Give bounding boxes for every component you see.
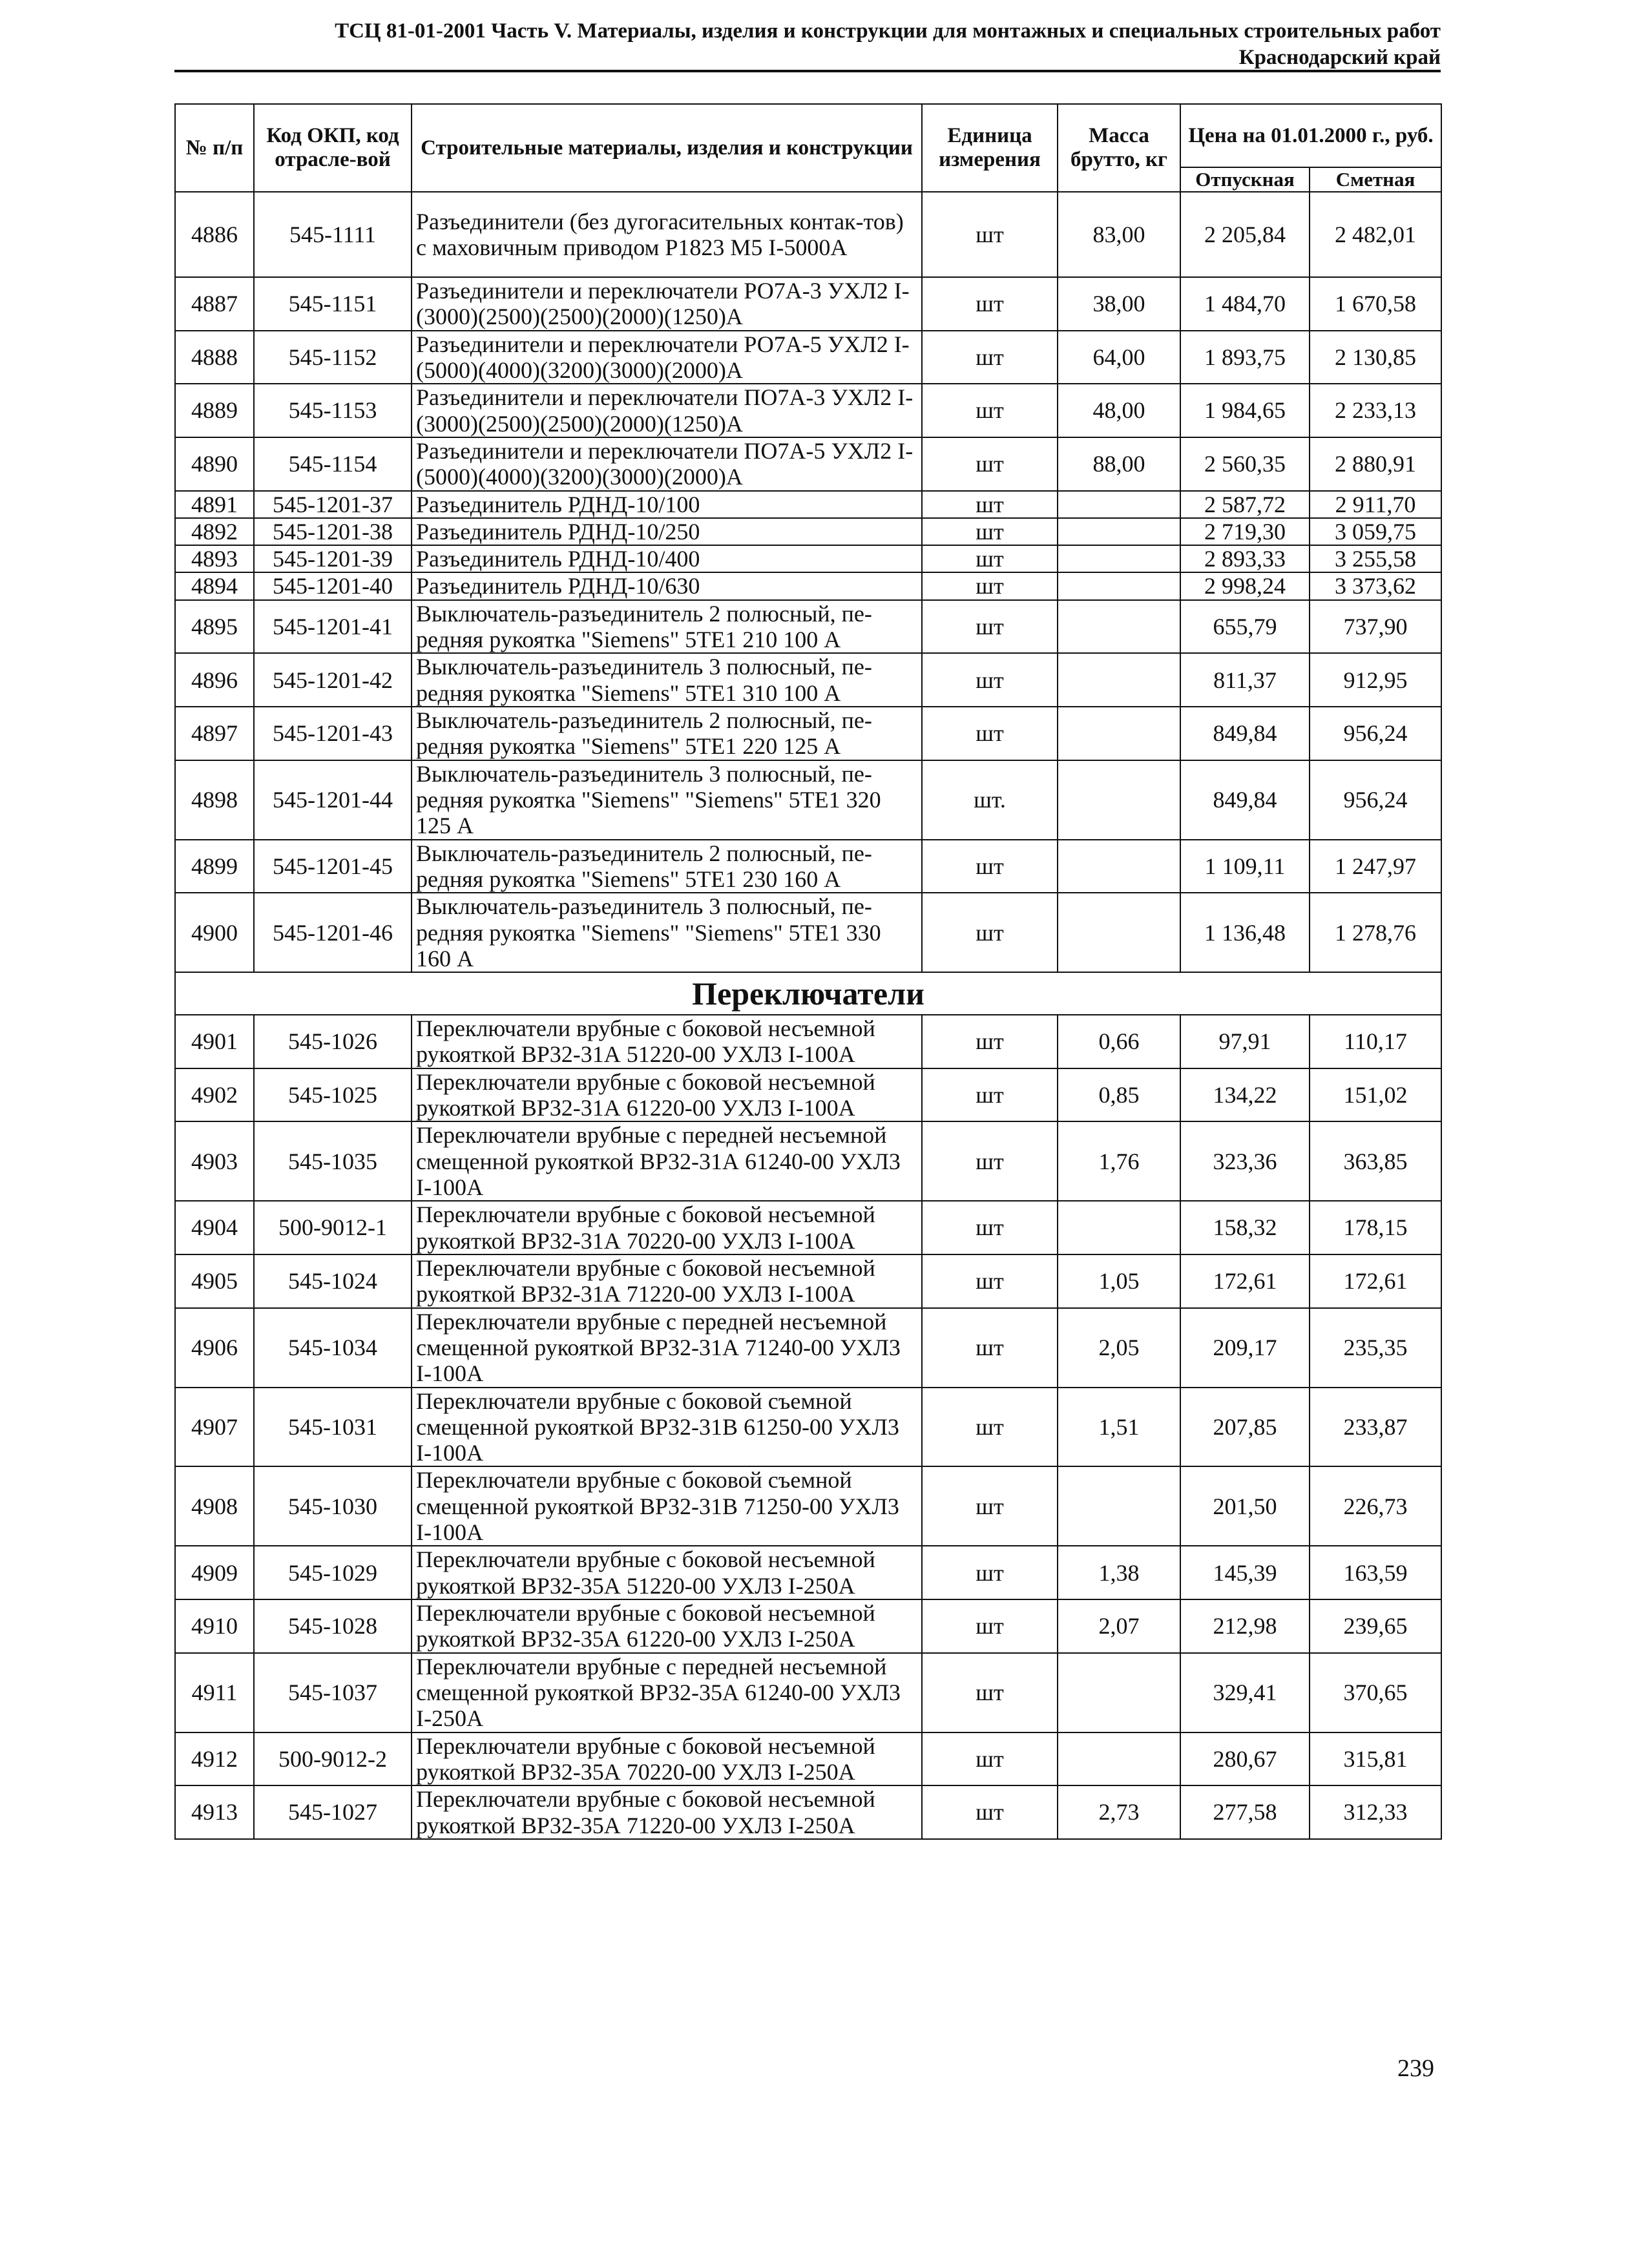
col-header-unit: Единица измерения <box>922 104 1058 192</box>
row-price-release: 1 984,65 <box>1180 384 1310 437</box>
row-price-estimate: 239,65 <box>1310 1599 1441 1653</box>
row-price-release: 97,91 <box>1180 1015 1310 1068</box>
row-num: 4905 <box>175 1254 254 1308</box>
row-price-estimate: 363,85 <box>1310 1121 1441 1201</box>
table-row <box>175 1388 1441 1467</box>
col-header-mass: Масса брутто, кг <box>1058 104 1180 192</box>
row-unit: шт <box>922 1015 1058 1068</box>
row-num: 4913 <box>175 1785 254 1839</box>
table-row <box>175 893 1441 972</box>
row-unit: шт <box>922 277 1058 331</box>
row-name: Разъединители (без дугогасительных контак-тов) с маховичным приводом Р1823 М5 I-5000А <box>412 192 922 277</box>
section-row <box>175 972 1441 1015</box>
row-price-estimate: 2 880,91 <box>1310 437 1441 491</box>
row-code: 545-1034 <box>254 1308 412 1388</box>
row-mass: 48,00 <box>1058 384 1180 437</box>
col-header-num: № п/п <box>175 104 254 192</box>
row-unit: шт <box>922 192 1058 277</box>
row-num: 4907 <box>175 1388 254 1467</box>
row-price-estimate: 1 278,76 <box>1310 893 1441 972</box>
table-row <box>175 192 1441 277</box>
row-price-estimate: 2 130,85 <box>1310 331 1441 384</box>
region-name: Краснодарский край <box>1238 46 1441 69</box>
row-price-release: 1 484,70 <box>1180 277 1310 331</box>
row-price-release: 849,84 <box>1180 760 1310 840</box>
table-row <box>175 331 1441 384</box>
row-price-estimate: 3 255,58 <box>1310 545 1441 572</box>
row-name: Переключатели врубные с боковой съемной смещенной рукояткой ВР32-31В 71250-00 УХЛ3 I-100А <box>412 1466 922 1546</box>
row-price-release: 2 893,33 <box>1180 545 1310 572</box>
row-num: 4887 <box>175 277 254 331</box>
row-price-estimate: 235,35 <box>1310 1308 1441 1388</box>
row-price-release: 2 587,72 <box>1180 491 1310 518</box>
table-row <box>175 572 1441 599</box>
row-name: Разъединитель РДНД-10/400 <box>412 545 922 572</box>
row-mass: 0,85 <box>1058 1068 1180 1122</box>
row-num: 4902 <box>175 1068 254 1122</box>
row-num: 4908 <box>175 1466 254 1546</box>
col-header-name: Строительные материалы, изделия и конструкции <box>412 104 922 192</box>
row-price-estimate: 172,61 <box>1310 1254 1441 1308</box>
row-code: 545-1201-37 <box>254 491 412 518</box>
row-name: Выключатель-разъединитель 3 полюсный, пе-редняя рукоятка "Siemens" 5TE1 310 100 А <box>412 653 922 707</box>
row-unit: шт <box>922 1201 1058 1254</box>
row-mass: 2,07 <box>1058 1599 1180 1653</box>
row-unit: шт <box>922 840 1058 893</box>
row-unit: шт <box>922 707 1058 760</box>
row-name: Переключатели врубные с передней несъемной смещенной рукояткой ВР32-35А 61240-00 УХЛ3 I-250А <box>412 1653 922 1732</box>
page-header <box>174 21 1441 68</box>
row-price-release: 172,61 <box>1180 1254 1310 1308</box>
row-name: Переключатели врубные с боковой несъемной рукояткой ВР32-35А 71220-00 УХЛ3 I-250А <box>412 1785 922 1839</box>
row-name: Переключатели врубные с боковой несъемной рукояткой ВР32-35А 70220-00 УХЛ3 I-250А <box>412 1732 922 1786</box>
row-price-estimate: 226,73 <box>1310 1466 1441 1546</box>
row-unit: шт <box>922 491 1058 518</box>
row-num: 4886 <box>175 192 254 277</box>
table-row <box>175 277 1441 331</box>
row-mass: 64,00 <box>1058 331 1180 384</box>
row-mass: 1,38 <box>1058 1546 1180 1599</box>
row-code: 545-1201-41 <box>254 600 412 654</box>
row-mass: 1,05 <box>1058 1254 1180 1308</box>
document-title: ТСЦ 81-01-2001 Часть V. Материалы, изделия и конструкции для монтажных и специальных строительных работ <box>335 19 1441 43</box>
row-price-estimate: 737,90 <box>1310 600 1441 654</box>
row-unit: шт <box>922 600 1058 654</box>
table-row <box>175 437 1441 491</box>
row-num: 4896 <box>175 653 254 707</box>
row-code: 545-1028 <box>254 1599 412 1653</box>
row-mass <box>1058 1732 1180 1786</box>
row-num: 4901 <box>175 1015 254 1068</box>
table-row <box>175 600 1441 654</box>
row-name: Переключатели врубные с боковой несъемной рукояткой ВР32-31А 71220-00 УХЛ3 I-100А <box>412 1254 922 1308</box>
row-code: 545-1151 <box>254 277 412 331</box>
col-header-price-release: Отпускная <box>1180 167 1310 192</box>
row-mass: 1,76 <box>1058 1121 1180 1201</box>
table-row <box>175 707 1441 760</box>
row-price-release: 811,37 <box>1180 653 1310 707</box>
row-price-estimate: 912,95 <box>1310 653 1441 707</box>
row-price-release: 655,79 <box>1180 600 1310 654</box>
row-code: 545-1027 <box>254 1785 412 1839</box>
row-price-estimate: 1 247,97 <box>1310 840 1441 893</box>
row-mass: 83,00 <box>1058 192 1180 277</box>
table-row <box>175 840 1441 893</box>
row-mass <box>1058 518 1180 545</box>
table-row <box>175 384 1441 437</box>
row-code: 545-1026 <box>254 1015 412 1068</box>
row-code: 545-1030 <box>254 1466 412 1546</box>
row-num: 4912 <box>175 1732 254 1786</box>
row-price-estimate: 315,81 <box>1310 1732 1441 1786</box>
row-num: 4892 <box>175 518 254 545</box>
table-row <box>175 1546 1441 1599</box>
row-price-estimate: 956,24 <box>1310 707 1441 760</box>
col-header-code: Код ОКП, код отрасле-вой <box>254 104 412 192</box>
row-num: 4889 <box>175 384 254 437</box>
table-row <box>175 1068 1441 1122</box>
row-unit: шт <box>922 1785 1058 1839</box>
row-unit: шт <box>922 1546 1058 1599</box>
row-mass: 0,66 <box>1058 1015 1180 1068</box>
row-unit: шт <box>922 545 1058 572</box>
row-price-release: 158,32 <box>1180 1201 1310 1254</box>
row-code: 545-1201-42 <box>254 653 412 707</box>
row-num: 4906 <box>175 1308 254 1388</box>
row-code: 545-1201-43 <box>254 707 412 760</box>
row-unit: шт <box>922 518 1058 545</box>
row-unit: шт <box>922 572 1058 599</box>
row-price-estimate: 2 482,01 <box>1310 192 1441 277</box>
row-name: Переключатели врубные с боковой несъемной рукояткой ВР32-31А 61220-00 УХЛ3 I-100А <box>412 1068 922 1122</box>
row-price-release: 2 998,24 <box>1180 572 1310 599</box>
row-name: Переключатели врубные с передней несъемной смещенной рукояткой ВР32-31А 61240-00 УХЛ3 I-100А <box>412 1121 922 1201</box>
row-price-release: 280,67 <box>1180 1732 1310 1786</box>
row-price-release: 212,98 <box>1180 1599 1310 1653</box>
row-num: 4894 <box>175 572 254 599</box>
row-price-release: 1 136,48 <box>1180 893 1310 972</box>
row-mass <box>1058 545 1180 572</box>
row-name: Выключатель-разъединитель 2 полюсный, пе-редняя рукоятка "Siemens" 5TE1 220 125 А <box>412 707 922 760</box>
row-price-estimate: 312,33 <box>1310 1785 1441 1839</box>
row-name: Разъединитель РДНД-10/630 <box>412 572 922 599</box>
row-code: 545-1152 <box>254 331 412 384</box>
row-code: 545-1037 <box>254 1653 412 1732</box>
row-name: Разъединители и переключатели ПО7А-5 УХЛ2 I-(5000)(4000)(3200)(3000)(2000)А <box>412 437 922 491</box>
row-price-release: 323,36 <box>1180 1121 1310 1201</box>
section-title: Переключатели <box>175 972 1441 1015</box>
row-mass: 1,51 <box>1058 1388 1180 1467</box>
row-code: 545-1031 <box>254 1388 412 1467</box>
row-code: 545-1111 <box>254 192 412 277</box>
row-num: 4893 <box>175 545 254 572</box>
row-num: 4895 <box>175 600 254 654</box>
row-name: Разъединитель РДНД-10/250 <box>412 518 922 545</box>
row-mass <box>1058 1201 1180 1254</box>
col-header-price-estimate: Сметная <box>1310 167 1441 192</box>
row-unit: шт <box>922 437 1058 491</box>
row-price-release: 134,22 <box>1180 1068 1310 1122</box>
row-unit: шт <box>922 1308 1058 1388</box>
row-unit: шт <box>922 1732 1058 1786</box>
row-name: Переключатели врубные с передней несъемной смещенной рукояткой ВР32-31А 71240-00 УХЛ3 I-100А <box>412 1308 922 1388</box>
col-header-price: Цена на 01.01.2000 г., руб. <box>1180 104 1441 167</box>
row-code: 545-1029 <box>254 1546 412 1599</box>
row-name: Выключатель-разъединитель 3 полюсный, пе-редняя рукоятка "Siemens" "Siemens" 5TE1 320 125 А <box>412 760 922 840</box>
table-row <box>175 653 1441 707</box>
table-row <box>175 491 1441 518</box>
row-code: 545-1201-46 <box>254 893 412 972</box>
row-code: 545-1201-39 <box>254 545 412 572</box>
row-num: 4910 <box>175 1599 254 1653</box>
row-num: 4890 <box>175 437 254 491</box>
row-price-release: 201,50 <box>1180 1466 1310 1546</box>
row-price-estimate: 956,24 <box>1310 760 1441 840</box>
row-mass <box>1058 653 1180 707</box>
table-row <box>175 1121 1441 1201</box>
row-unit: шт <box>922 1388 1058 1467</box>
row-price-release: 2 719,30 <box>1180 518 1310 545</box>
row-mass <box>1058 893 1180 972</box>
row-code: 500-9012-1 <box>254 1201 412 1254</box>
row-price-estimate: 3 373,62 <box>1310 572 1441 599</box>
row-mass <box>1058 600 1180 654</box>
table-row <box>175 760 1441 840</box>
row-num: 4888 <box>175 331 254 384</box>
row-code: 545-1025 <box>254 1068 412 1122</box>
row-price-release: 849,84 <box>1180 707 1310 760</box>
row-code: 545-1201-40 <box>254 572 412 599</box>
table-row <box>175 1732 1441 1786</box>
row-price-estimate: 1 670,58 <box>1310 277 1441 331</box>
row-unit: шт <box>922 653 1058 707</box>
row-name: Выключатель-разъединитель 2 полюсный, пе-редняя рукоятка "Siemens" 5TE1 230 160 А <box>412 840 922 893</box>
row-name: Выключатель-разъединитель 2 полюсный, пе-редняя рукоятка "Siemens" 5TE1 210 100 А <box>412 600 922 654</box>
row-num: 4909 <box>175 1546 254 1599</box>
table-row <box>175 1308 1441 1388</box>
row-mass: 38,00 <box>1058 277 1180 331</box>
row-code: 545-1153 <box>254 384 412 437</box>
row-num: 4900 <box>175 893 254 972</box>
row-unit: шт <box>922 331 1058 384</box>
row-code: 545-1201-38 <box>254 518 412 545</box>
row-mass <box>1058 491 1180 518</box>
row-price-release: 207,85 <box>1180 1388 1310 1467</box>
row-price-release: 329,41 <box>1180 1653 1310 1732</box>
table-row <box>175 545 1441 572</box>
row-price-estimate: 3 059,75 <box>1310 518 1441 545</box>
row-name: Переключатели врубные с боковой несъемной рукояткой ВР32-31А 70220-00 УХЛ3 I-100А <box>412 1201 922 1254</box>
row-name: Переключатели врубные с боковой несъемной рукояткой ВР32-35А 51220-00 УХЛ3 I-250А <box>412 1546 922 1599</box>
row-name: Выключатель-разъединитель 3 полюсный, пе-редняя рукоятка "Siemens" "Siemens" 5TE1 330 160 А <box>412 893 922 972</box>
row-price-release: 209,17 <box>1180 1308 1310 1388</box>
row-price-release: 145,39 <box>1180 1546 1310 1599</box>
table-row <box>175 1254 1441 1308</box>
row-unit: шт <box>922 1121 1058 1201</box>
row-num: 4891 <box>175 491 254 518</box>
table-row <box>175 1015 1441 1068</box>
row-code: 545-1201-45 <box>254 840 412 893</box>
row-price-release: 277,58 <box>1180 1785 1310 1839</box>
row-num: 4911 <box>175 1653 254 1732</box>
row-mass <box>1058 840 1180 893</box>
table-header <box>175 104 1441 192</box>
row-unit: шт <box>922 1254 1058 1308</box>
table-row <box>175 518 1441 545</box>
table-row <box>175 1653 1441 1732</box>
row-price-estimate: 151,02 <box>1310 1068 1441 1122</box>
table-row <box>175 1466 1441 1546</box>
row-code: 545-1035 <box>254 1121 412 1201</box>
table-row <box>175 1599 1441 1653</box>
row-code: 545-1201-44 <box>254 760 412 840</box>
row-unit: шт. <box>922 760 1058 840</box>
row-mass: 88,00 <box>1058 437 1180 491</box>
row-name: Разъединители и переключатели ПО7А-3 УХЛ2 I-(3000)(2500)(2500)(2000)(1250)А <box>412 384 922 437</box>
row-name: Переключатели врубные с боковой несъемной рукояткой ВР32-31А 51220-00 УХЛ3 I-100А <box>412 1015 922 1068</box>
row-price-estimate: 2 233,13 <box>1310 384 1441 437</box>
row-price-release: 1 109,11 <box>1180 840 1310 893</box>
row-code: 545-1154 <box>254 437 412 491</box>
price-table <box>174 103 1442 1840</box>
row-num: 4903 <box>175 1121 254 1201</box>
row-price-estimate: 2 911,70 <box>1310 491 1441 518</box>
row-num: 4899 <box>175 840 254 893</box>
row-unit: шт <box>922 893 1058 972</box>
row-price-estimate: 163,59 <box>1310 1546 1441 1599</box>
row-mass <box>1058 760 1180 840</box>
row-mass: 2,73 <box>1058 1785 1180 1839</box>
row-num: 4897 <box>175 707 254 760</box>
row-unit: шт <box>922 1653 1058 1732</box>
table-body <box>175 192 1441 1839</box>
row-mass: 2,05 <box>1058 1308 1180 1388</box>
row-price-estimate: 233,87 <box>1310 1388 1441 1467</box>
row-name: Разъединители и переключатели РО7А-5 УХЛ2 I-(5000)(4000)(3200)(3000)(2000)А <box>412 331 922 384</box>
row-code: 545-1024 <box>254 1254 412 1308</box>
row-price-release: 1 893,75 <box>1180 331 1310 384</box>
page-number: 239 <box>1397 2055 1434 2082</box>
row-unit: шт <box>922 1068 1058 1122</box>
row-mass <box>1058 1653 1180 1732</box>
row-unit: шт <box>922 1599 1058 1653</box>
row-price-release: 2 560,35 <box>1180 437 1310 491</box>
row-code: 500-9012-2 <box>254 1732 412 1786</box>
row-price-estimate: 110,17 <box>1310 1015 1441 1068</box>
row-num: 4904 <box>175 1201 254 1254</box>
row-unit: шт <box>922 1466 1058 1546</box>
row-num: 4898 <box>175 760 254 840</box>
row-name: Переключатели врубные с боковой несъемной рукояткой ВР32-35А 61220-00 УХЛ3 I-250А <box>412 1599 922 1653</box>
table-row <box>175 1201 1441 1254</box>
row-price-release: 2 205,84 <box>1180 192 1310 277</box>
row-unit: шт <box>922 384 1058 437</box>
row-name: Переключатели врубные с боковой съемной смещенной рукояткой ВР32-31В 61250-00 УХЛ3 I-100А <box>412 1388 922 1467</box>
row-name: Разъединитель РДНД-10/100 <box>412 491 922 518</box>
table-row <box>175 1785 1441 1839</box>
row-price-estimate: 370,65 <box>1310 1653 1441 1732</box>
row-mass <box>1058 1466 1180 1546</box>
row-price-estimate: 178,15 <box>1310 1201 1441 1254</box>
row-mass <box>1058 707 1180 760</box>
header-rule <box>174 70 1441 72</box>
row-mass <box>1058 572 1180 599</box>
row-name: Разъединители и переключатели РО7А-3 УХЛ2 I-(3000)(2500)(2500)(2000)(1250)А <box>412 277 922 331</box>
